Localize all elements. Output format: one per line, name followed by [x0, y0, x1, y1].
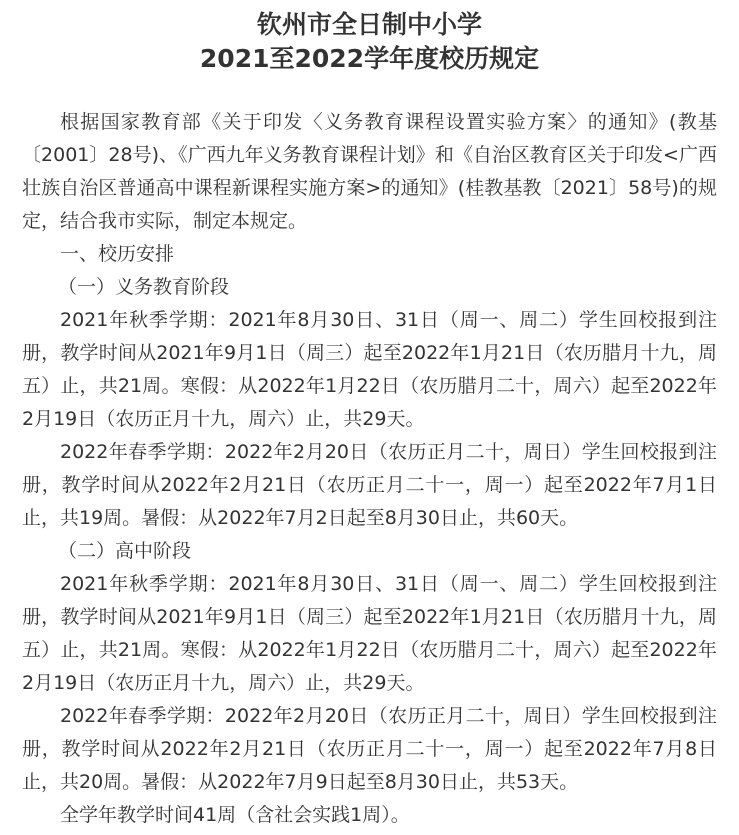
senior-spring-paragraph: 2022年春季学期：2022年2月20日（农历正月二十，周日）学生回校报到注册，教学时间从2022年2月21日（农历正月二十一，周一）起至2022年7月8日止，共20周。暑假：从2022年7月9日起至8月30日止，共53天。 — [22, 705, 717, 793]
intro-paragraph: 根据国家教育部《关于印发〈义务教育课程设置实验方案〉的通知》(教基〔2001〕28号)、《广西九年义务教育课程计划》和《自治区教育区关于印发<广西壮族自治区普通高中课程新课程实施方案>的通知》(桂教基教〔2021〕58号)的规定，结合我市实际，制定本规定。 — [22, 111, 717, 232]
document-title-line2: 2021至2022学年度校历规定 — [199, 44, 540, 73]
senior-autumn-paragraph: 2021年秋季学期：2021年8月30日、31日（周一、周二）学生回校报到注册，教学时间从2021年9月1日（周三）起至2022年1月21日（农历腊月十九，周五）止，共21周。寒假：从2022年1月22日（农历腊月二十，周六）起至2022年2月19日（农历正月十九，周六）止，共29天。 — [22, 573, 717, 694]
subsection-heading-compulsory: （一）义务教育阶段 — [58, 276, 230, 298]
section-heading: 一、校历安排 — [60, 243, 175, 265]
document-title-line1: 钦州市全日制中小学 — [256, 10, 482, 39]
compulsory-autumn-paragraph: 2021年秋季学期：2021年8月30日、31日（周一、周二）学生回校报到注册，教学时间从2021年9月1日（周三）起至2022年1月21日（农历腊月十九，周五）止，共21周。寒假：从2022年1月22日（农历腊月二十，周六）起至2022年2月19日（农历正月十九，周六）止，共29天。 — [22, 309, 717, 430]
document-body — [22, 106, 717, 832]
compulsory-spring-paragraph: 2022年春季学期：2022年2月20日（农历正月二十，周日）学生回校报到注册，教学时间从2022年2月21日（农历正月二十一，周一）起至2022年7月1日止，共19周。暑假：从2022年7月2日起至8月30日止，共60天。 — [22, 441, 717, 529]
total-paragraph: 全学年教学时间41周（含社会实践1周）。 — [60, 804, 410, 826]
subsection-heading-senior: （二）高中阶段 — [58, 540, 192, 562]
